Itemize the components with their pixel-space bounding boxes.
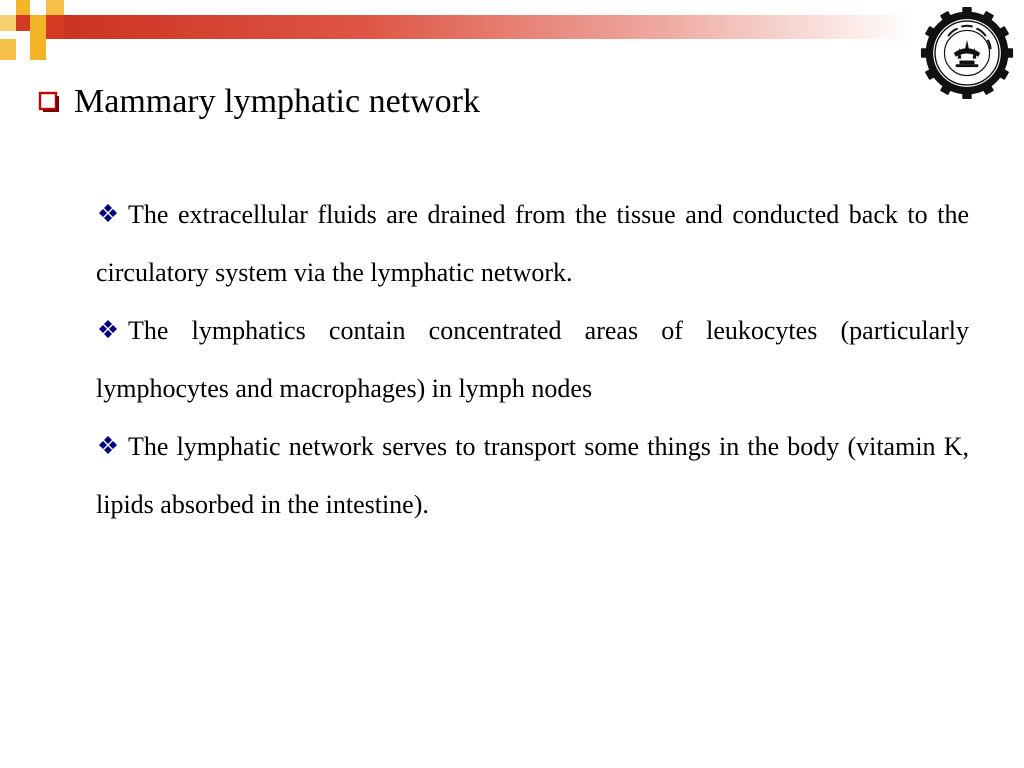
four-diamond-bullet-icon bbox=[98, 435, 118, 455]
bullet-text: The lymphatic network serves to transport some things in the body (vitamin K, lipids absorbed in the intestine). bbox=[96, 432, 969, 519]
four-diamond-bullet-icon bbox=[98, 319, 118, 339]
decor-square bbox=[16, 0, 30, 15]
decor-square bbox=[30, 39, 46, 60]
bullet-text: The lymphatics contain concentrated areas of leukocytes (particularly lymphocytes and macrophages) in lymph nodes bbox=[96, 316, 969, 403]
header-gradient-bar bbox=[64, 15, 914, 39]
decor-square bbox=[0, 39, 16, 60]
decor-square bbox=[30, 15, 46, 39]
slide-content bbox=[96, 186, 969, 534]
university-seal-logo bbox=[920, 6, 1014, 100]
slide-title-row bbox=[38, 80, 480, 124]
header-decoration bbox=[0, 0, 1024, 60]
decor-square bbox=[16, 15, 30, 31]
bullet-paragraph bbox=[96, 302, 969, 418]
decor-square bbox=[46, 15, 64, 39]
bullet-paragraph bbox=[96, 418, 969, 534]
four-diamond-bullet-icon bbox=[98, 203, 118, 223]
hollow-square-bullet-icon bbox=[38, 91, 60, 113]
bullet-text: The extracellular fluids are drained from the tissue and conducted back to the circulatory system via the lymphatic network. bbox=[96, 200, 969, 287]
bullet-paragraph bbox=[96, 186, 969, 302]
decor-square bbox=[46, 0, 64, 15]
decor-square bbox=[0, 15, 16, 31]
slide-title: Mammary lymphatic network bbox=[74, 83, 481, 120]
